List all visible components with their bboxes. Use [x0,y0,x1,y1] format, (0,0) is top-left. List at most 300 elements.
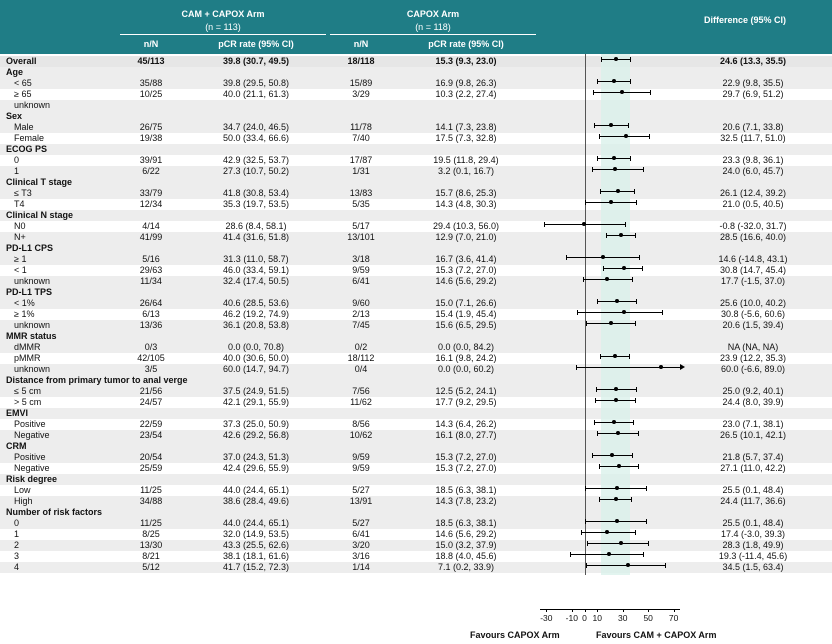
row-nn-arm1: 3/5 [144,364,158,374]
axis-tick-label: 10 [592,613,602,623]
row-difference: 14.6 (-14.8, 43.1) [718,254,788,264]
row-difference: -0.8 (-32.0, 31.7) [719,221,787,231]
row-difference: 26.5 (10.1, 42.1) [719,430,787,440]
ci-cap-upper [643,167,644,172]
row-nn-arm1: 25/59 [139,463,163,473]
row-nn-arm2: 10/62 [349,430,373,440]
ci-cap-upper [639,255,640,260]
row-label: 0 [14,518,20,528]
footer-right-label: Favours CAM + CAPOX Arm [596,630,717,640]
axis-tick [623,609,624,612]
row-label: ≥ 1 [14,254,27,264]
point-estimate-marker [626,563,630,567]
row-label: PD-L1 CPS [6,243,54,253]
row-rate-arm2: 15.3 (7.2, 27.0) [435,265,497,275]
row-label: unknown [14,364,51,374]
point-estimate-marker [609,123,613,127]
row-nn-arm1: 29/63 [139,265,163,275]
row-label: Male [14,122,34,132]
row-difference: 25.6 (10.0, 40.2) [719,298,787,308]
row-nn-arm2: 5/27 [352,485,370,495]
ci-cap-upper [633,420,634,425]
ci-cap-lower [594,123,595,128]
table-row [0,496,832,507]
row-label: > 5 cm [14,397,42,407]
ci-line [576,367,680,368]
row-nn-arm2: 0/4 [354,364,368,374]
row-nn-arm2: 9/59 [352,265,370,275]
point-estimate-marker [619,541,623,545]
table-row [0,518,832,529]
row-nn-arm2: 5/35 [352,199,370,209]
row-nn-arm2: 15/89 [349,78,373,88]
row-label: EMVI [6,408,29,418]
row-rate-arm1: 38.1 (18.1, 61.6) [222,551,290,561]
row-rate-arm2: 14.3 (7.8, 23.2) [435,496,497,506]
row-rate-arm1: 43.3 (25.5, 62.6) [222,540,290,550]
row-nn-arm2: 13/101 [347,232,375,242]
table-row [0,529,832,540]
table-row [0,397,832,408]
subgroup-heading-row [0,408,832,419]
row-difference: 24.0 (6.0, 45.7) [722,166,784,176]
point-estimate-marker [617,464,621,468]
row-difference: 26.1 (12.4, 39.2) [719,188,787,198]
row-label: < 65 [14,78,32,88]
row-label: CRM [6,441,27,451]
row-label: 1 [14,166,20,176]
point-estimate-marker [614,497,618,501]
row-nn-arm1: 13/36 [139,320,163,330]
row-nn-arm1: 5/12 [142,562,160,572]
ci-cap-upper [649,134,650,139]
row-rate-arm2: 15.6 (6.5, 29.5) [435,320,497,330]
row-rate-arm1: 28.6 (8.4, 58.1) [225,221,287,231]
row-label: Number of risk factors [6,507,103,517]
row-nn-arm1: 6/13 [142,309,160,319]
row-difference: 19.3 (-11.4, 45.6) [718,551,788,561]
row-rate-arm2: 15.0 (7.1, 26.6) [435,298,497,308]
row-label: MMR status [6,331,57,341]
subgroup-heading-row [0,243,832,254]
ci-line [587,543,648,544]
row-nn-arm2: 18/112 [347,353,375,363]
point-estimate-marker [605,530,609,534]
row-label: Positive [14,452,46,462]
ci-cap-upper [636,200,637,205]
table-row [0,562,832,573]
row-nn-arm2: 11/62 [350,397,372,407]
table-row [0,364,832,375]
row-nn-arm2: 9/59 [352,452,370,462]
ci-cap-lower [570,552,571,557]
ci-cap-upper [636,299,637,304]
row-nn-arm1: 12/34 [139,199,163,209]
row-rate-arm1: 32.4 (17.4, 50.5) [222,276,290,286]
row-difference: 24.6 (13.3, 35.5) [719,56,787,66]
table-row [0,540,832,551]
row-rate-arm1: 42.4 (29.6, 55.9) [222,463,290,473]
row-nn-arm1: 4/14 [142,221,160,231]
row-rate-arm2: 15.3 (7.2, 27.0) [435,452,497,462]
row-label: < 1% [14,298,35,308]
row-nn-arm2: 5/17 [352,221,370,231]
row-label: Clinical N stage [6,210,74,220]
table-row [0,298,832,309]
row-nn-arm1: 8/21 [142,551,160,561]
row-label: N+ [14,232,26,242]
row-nn-arm1: 19/38 [139,133,163,143]
ci-cap-upper [650,90,651,95]
ci-cap-upper [629,354,630,359]
row-rate-arm1: 36.1 (20.8, 53.8) [222,320,290,330]
row-rate-arm2: 15.4 (1.9, 45.4) [435,309,497,319]
table-row [0,133,832,144]
row-label: ≥ 65 [14,89,32,99]
table-row [0,386,832,397]
row-rate-arm1: 46.2 (19.2, 74.9) [222,309,290,319]
header-col1-title: CAM + CAPOX Arm [181,9,265,19]
row-nn-arm2: 18/118 [347,56,375,66]
row-nn-arm2: 0/2 [354,342,368,352]
ci-cap-upper [630,79,631,84]
axis-tick [597,609,598,612]
row-rate-arm2: 16.9 (9.8, 26.3) [435,78,497,88]
row-nn-arm1: 34/88 [139,496,163,506]
row-rate-arm2: 16.1 (8.0, 27.7) [435,430,497,440]
row-nn-arm1: 11/25 [140,485,162,495]
row-nn-arm1: 5/16 [142,254,160,264]
axis-tick [546,609,547,612]
row-label: Low [14,485,31,495]
row-difference: 20.6 (7.1, 33.8) [722,122,784,132]
row-rate-arm1: 37.0 (24.3, 51.3) [222,452,290,462]
ci-line [577,312,661,313]
row-label: pMMR [14,353,41,363]
row-nn-arm1: 33/79 [139,188,163,198]
row-rate-arm1: 38.6 (28.4, 49.6) [222,496,290,506]
row-rate-arm2: 18.8 (4.0, 45.6) [435,551,497,561]
header-sub-nn1: n/N [143,39,159,49]
zero-reference-line [585,54,586,575]
row-label: Sex [6,111,23,121]
ci-cap-upper [631,497,632,502]
ci-cap-upper [634,189,635,194]
row-rate-arm2: 3.2 (0.1, 16.7) [437,166,495,176]
subgroup-heading-row [0,441,832,452]
row-rate-arm1: 50.0 (33.4, 66.6) [222,133,290,143]
row-label: 3 [14,551,20,561]
ci-cap-lower [583,277,584,282]
point-estimate-marker [612,420,616,424]
x-axis [540,609,700,623]
row-nn-arm1: 21/56 [139,386,163,396]
row-nn-arm2: 9/60 [352,298,370,308]
subgroup-heading-row [0,474,832,485]
row-rate-arm1: 35.3 (19.7, 53.5) [222,199,290,209]
axis-tick-label: 70 [668,613,679,623]
row-rate-arm1: 42.6 (29.2, 56.8) [222,430,290,440]
row-rate-arm1: 46.0 (33.4, 59.1) [222,265,290,275]
row-rate-arm2: 15.0 (3.2, 37.9) [435,540,497,550]
row-rate-arm2: 10.3 (2.2, 27.4) [435,89,497,99]
row-nn-arm2: 1/31 [352,166,370,176]
row-rate-arm2: 15.3 (7.2, 27.0) [435,463,497,473]
row-nn-arm1: 10/25 [139,89,163,99]
row-nn-arm1: 22/59 [139,419,163,429]
row-difference: NA (NA, NA) [727,342,779,352]
row-label: ≤ 5 cm [14,386,41,396]
header-col2-title: CAPOX Arm [406,9,460,19]
row-rate-arm2: 17.5 (7.3, 32.8) [435,133,497,143]
subgroup-heading-row [0,331,832,342]
row-nn-arm2: 3/18 [352,254,370,264]
point-estimate-marker [615,486,619,490]
ci-cap-upper [646,486,647,491]
row-label: Clinical T stage [6,177,73,187]
row-label: Risk degree [6,474,58,484]
row-difference: 25.5 (0.1, 48.4) [722,485,784,495]
ci-cap-upper [643,552,644,557]
ci-cap-lower [544,222,545,227]
table-row [0,254,832,265]
ci-cap-lower [597,156,598,161]
header-sub-rate2: pCR rate (95% CI) [428,39,504,49]
ci-cap-lower [592,167,593,172]
point-estimate-marker [622,266,626,270]
point-estimate-marker [612,79,616,83]
row-rate-arm2: 14.3 (6.4, 26.2) [435,419,497,429]
row-difference: 32.5 (11.7, 51.0) [720,133,786,143]
row-nn-arm1: 45/113 [137,56,165,66]
table-row [0,166,832,177]
subgroup-heading-row [0,375,832,386]
header-sub-rate1: pCR rate (95% CI) [218,39,294,49]
row-label: unknown [14,100,51,110]
table-row [0,430,832,441]
table-row [0,155,832,166]
table-row [0,100,832,111]
row-label: High [14,496,33,506]
axis-tick-label: 50 [643,613,653,623]
ci-cap-lower [581,530,582,535]
row-rate-arm1: 37.5 (24.9, 51.5) [222,386,290,396]
subgroup-heading-row [0,210,832,221]
row-nn-arm1: 6/22 [142,166,160,176]
table-row [0,78,832,89]
row-nn-arm2: 13/91 [349,496,373,506]
row-rate-arm2: 18.5 (6.3, 38.1) [435,485,497,495]
ci-cap-lower [592,453,593,458]
row-label: 0 [14,155,20,165]
ci-cap-lower [576,365,577,370]
row-rate-arm1: 0.0 (0.0, 70.8) [227,342,285,352]
row-difference: 24.4 (8.0, 39.9) [722,397,784,407]
row-nn-arm1: 41/99 [139,232,163,242]
row-label: 1 [14,529,20,539]
row-rate-arm1: 39.8 (29.5, 50.8) [222,78,290,88]
row-rate-arm1: 31.3 (11.0, 58.7) [223,254,289,264]
ci-cap-lower [585,200,586,205]
header-sub-nn2: n/N [353,39,369,49]
ci-cap-lower [587,541,588,546]
axis-tick-label: 0 [582,613,587,623]
ci-cap-upper [665,563,666,568]
row-nn-arm1: 23/54 [139,430,163,440]
ci-cap-lower [594,420,595,425]
row-nn-arm2: 6/41 [352,529,370,539]
ci-cap-lower [596,387,597,392]
row-nn-arm2: 3/16 [352,551,370,561]
ci-cap-upper [638,464,639,469]
table-row [0,122,832,133]
row-rate-arm1: 42.1 (29.1, 55.9) [222,397,290,407]
ci-cap-upper [646,519,647,524]
row-rate-arm2: 14.6 (5.6, 29.2) [435,529,497,539]
point-estimate-marker [615,519,619,523]
ci-cap-upper [662,310,663,315]
ci-cap-lower [597,431,598,436]
row-label: ≤ T3 [14,188,32,198]
ci-cap-upper [632,277,633,282]
axis-tick [674,609,675,612]
row-rate-arm2: 16.1 (9.8, 24.2) [435,353,497,363]
row-difference: 17.7 (-1.5, 37.0) [720,276,786,286]
forest-plot-panel [540,54,680,575]
axis-tick-label: -30 [540,613,553,623]
axis-tick-label: 30 [617,613,628,623]
ci-cap-lower [595,398,596,403]
row-rate-arm2: 15.7 (8.6, 25.3) [435,188,497,198]
row-rate-arm1: 41.8 (30.8, 53.4) [222,188,290,198]
table-row [0,221,832,232]
ci-cap-upper [638,431,639,436]
ci-cap-lower [606,233,607,238]
row-nn-arm2: 9/59 [352,463,370,473]
point-estimate-marker [609,321,613,325]
ci-cap-lower [601,57,602,62]
row-rate-arm2: 12.9 (7.0, 21.0) [435,232,497,242]
row-difference: 60.0 (-6.6, 89.0) [720,364,786,374]
ci-cap-upper [632,453,633,458]
row-difference: 30.8 (-5.6, 60.6) [720,309,786,319]
row-label: 2 [14,540,20,550]
ci-cap-upper [636,387,637,392]
point-estimate-marker [613,354,617,358]
row-rate-arm1: 27.3 (10.7, 50.2) [222,166,290,176]
row-nn-arm2: 13/83 [349,188,373,198]
point-estimate-marker [622,310,626,314]
row-rate-arm1: 32.0 (14.9, 53.5) [222,529,290,539]
row-difference: 23.9 (12.2, 35.3) [719,353,787,363]
row-rate-arm1: 37.3 (25.0, 50.9) [222,419,290,429]
row-rate-arm1: 40.0 (21.1, 61.3) [222,89,290,99]
ci-cap-upper [635,530,636,535]
row-difference: 20.6 (1.5, 39.4) [722,320,784,330]
ci-cap-upper [648,541,649,546]
row-rate-arm1: 39.8 (30.7, 49.5) [222,56,290,66]
subgroup-heading-row [0,67,832,78]
ci-cap-lower [603,266,604,271]
row-nn-arm2: 6/41 [352,276,370,286]
row-nn-arm1: 11/34 [140,276,162,286]
ci-cap-lower [600,354,601,359]
row-difference: 17.4 (-3.0, 39.3) [720,529,786,539]
row-label: dMMR [14,342,41,352]
row-label: Age [6,67,24,77]
row-rate-arm2: 0.0 (0.0, 84.2) [437,342,495,352]
ci-cap-lower [599,497,600,502]
row-nn-arm2: 8/56 [352,419,370,429]
row-difference: 24.4 (11.7, 36.6) [720,496,786,506]
point-estimate-marker [614,57,618,61]
point-estimate-marker [659,365,663,369]
axis-tick [572,609,573,612]
row-label: Female [14,133,45,143]
ci-arrow-upper [680,364,685,370]
row-nn-arm1: 24/57 [139,397,163,407]
ci-cap-lower [586,563,587,568]
ci-line [592,169,643,170]
row-nn-arm1: 42/105 [137,353,165,363]
row-rate-arm2: 15.3 (9.3, 23.0) [435,56,497,66]
ci-cap-lower [599,464,600,469]
header-col3-title: Difference (95% CI) [703,15,787,25]
row-rate-arm1: 44.0 (24.4, 65.1) [222,518,290,528]
table-row [0,265,832,276]
row-difference: 23.3 (9.8, 36.1) [722,155,784,165]
table-row [0,199,832,210]
axis-tick [648,609,649,612]
table-row [0,342,832,353]
row-difference: 21.0 (0.5, 40.5) [722,199,784,209]
ci-cap-lower [597,79,598,84]
row-label: T4 [14,199,25,209]
row-nn-arm2: 7/40 [352,133,370,143]
row-rate-arm2: 0.0 (0.0, 60.2) [437,364,495,374]
header-col2-sub: (n = 118) [415,22,451,32]
point-estimate-marker [582,222,586,226]
row-nn-arm1: 0/3 [144,342,158,352]
row-label: unknown [14,320,51,330]
row-nn-arm2: 7/45 [352,320,370,330]
row-nn-arm2: 11/78 [350,122,372,132]
table-row [0,419,832,430]
ci-cap-lower [566,255,567,260]
ci-cap-lower [577,310,578,315]
row-difference: 28.5 (16.6, 40.0) [719,232,787,242]
table-row [0,551,832,562]
row-nn-arm1: 26/75 [139,122,163,132]
table-row [0,463,832,474]
row-nn-arm2: 5/27 [352,518,370,528]
row-rate-arm2: 14.6 (5.6, 29.2) [435,276,497,286]
ci-cap-lower [586,321,587,326]
row-label: < 1 [14,265,27,275]
row-rate-arm2: 14.3 (4.8, 30.3) [435,199,497,209]
row-nn-arm1: 8/25 [142,529,160,539]
table-row [0,452,832,463]
table-row [0,188,832,199]
row-nn-arm1: 35/88 [139,78,163,88]
subgroup-heading-row [0,287,832,298]
row-label: N0 [14,221,26,231]
row-nn-arm1: 20/54 [139,452,163,462]
row-nn-arm2: 1/14 [352,562,370,572]
axis-tick [585,609,586,612]
ci-cap-lower [597,299,598,304]
row-nn-arm1: 39/91 [139,155,163,165]
